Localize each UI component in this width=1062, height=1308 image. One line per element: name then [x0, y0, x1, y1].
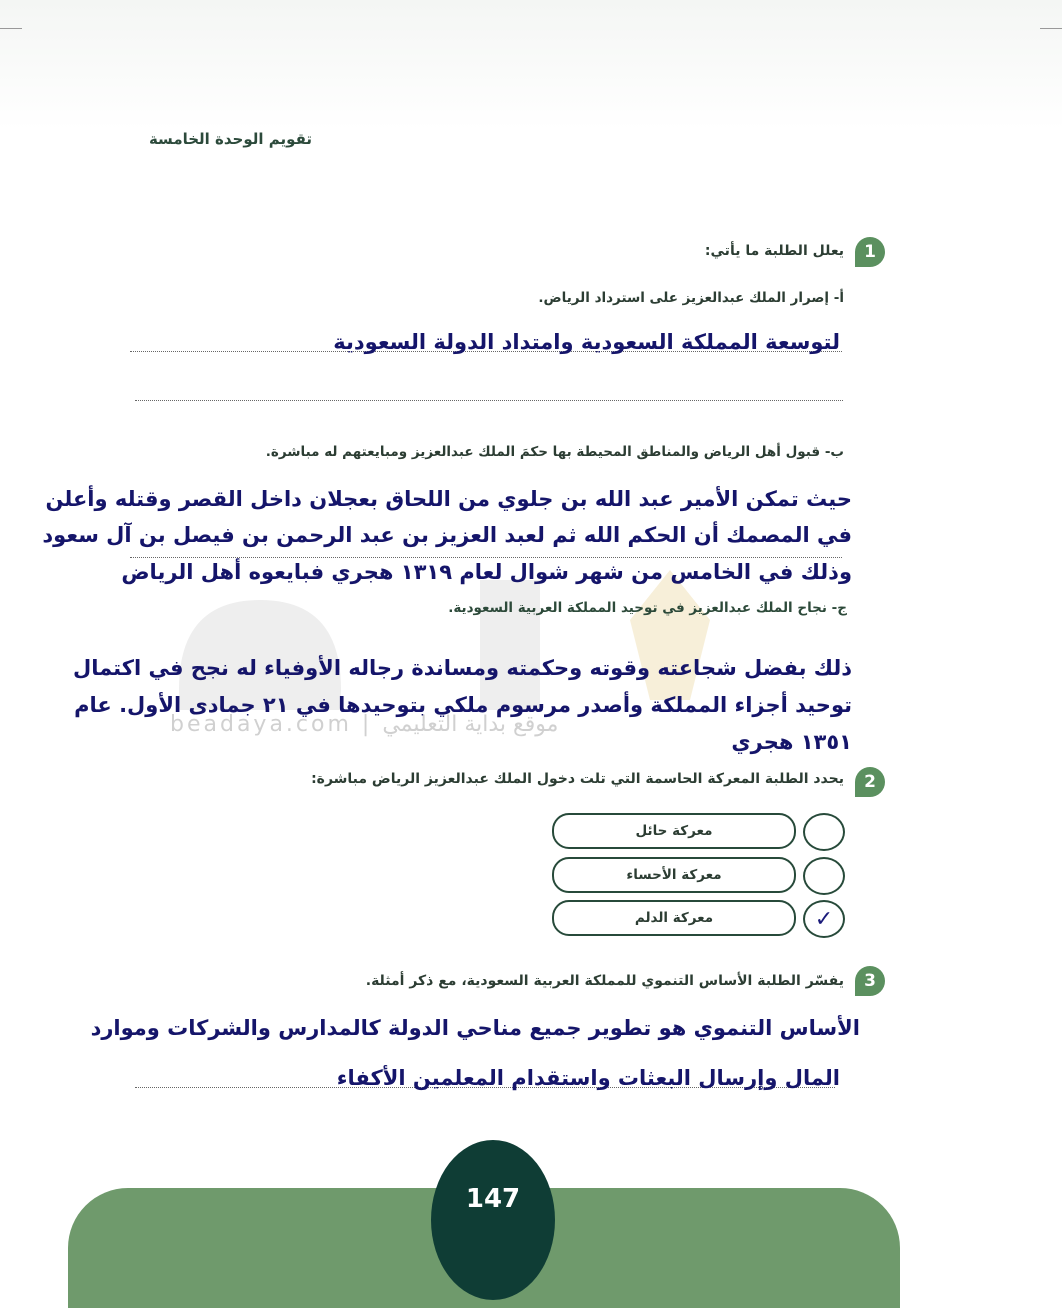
watermark-text: beadaya.com | موقع بداية التعليمي — [170, 712, 559, 737]
answer-line — [130, 557, 842, 558]
question-1b-prompt: ب- قبول أهل الرياض والمناطق المحيطة بها حكمَ الملك عبدالعزيز ومبايعتهم له مباشرة. — [265, 444, 844, 460]
question-1c-answer-line[interactable]: ١٣٥١ هجري — [731, 730, 852, 754]
decorative-header-pattern — [0, 0, 1062, 130]
question-1a-answer[interactable]: لتوسعة المملكة السعودية وامتداد الدولة السعودية — [333, 330, 840, 354]
crop-mark — [1040, 28, 1062, 29]
option-checkbox-checked[interactable] — [803, 900, 845, 938]
page-number: 147 — [465, 1184, 521, 1214]
question-1b-answer-line[interactable]: في المصمك أن الحكم الله ثم لعبد العزيز بن عبد الرحمن بن فيصل بن آل سعود — [42, 523, 852, 547]
crop-mark — [0, 28, 22, 29]
question-number-badge: 1 — [855, 237, 885, 267]
question-3-answer-line[interactable]: الأساس التنموي هو تطوير جميع مناحي الدولة كالمدارس والشركات وموارد — [90, 1016, 860, 1040]
answer-line — [135, 400, 843, 401]
question-1-text: يعلل الطلبة ما يأتي: — [704, 243, 844, 259]
option-checkbox[interactable] — [803, 813, 845, 851]
option-checkbox[interactable] — [803, 857, 845, 895]
question-1b-answer-line[interactable]: حيث تمكن الأمير عبد الله بن جلوي من اللحاق بعجلان داخل القصر وقتله وأعلن — [45, 487, 852, 511]
check-icon: ✓ — [814, 906, 834, 932]
question-3-answer-line[interactable]: المال وإرسال البعثات واستقدام المعلمين الأكفاء — [336, 1066, 840, 1090]
question-2-text: يحدد الطلبة المعركة الحاسمة التي تلت دخول الملك عبدالعزيز الرياض مباشرة: — [311, 771, 844, 787]
question-number-badge: 3 — [855, 966, 885, 996]
question-1c-prompt: ج- نجاح الملك عبدالعزيز في توحيد المملكة العربية السعودية. — [448, 600, 847, 616]
unit-title: تقويم الوحدة الخامسة — [148, 130, 312, 148]
question-1a-prompt: أ- إصرار الملك عبدالعزيز على استرداد الرياض. — [538, 290, 844, 306]
question-3-text: يفسّر الطلبة الأساس التنموي للمملكة العربية السعودية، مع ذكر أمثلة. — [365, 973, 844, 989]
question-number-badge: 2 — [855, 767, 885, 797]
option-ahsa[interactable]: معركة الأحساء — [552, 857, 796, 893]
option-hail[interactable]: معركة حائل — [552, 813, 796, 849]
question-1c-answer-line[interactable]: ذلك بفضل شجاعته وقوته وحكمته ومساندة رجاله الأوفياء له نجح في اكتمال — [73, 656, 852, 680]
option-dilam[interactable]: معركة الدلم — [552, 900, 796, 936]
question-1b-answer-line[interactable]: وذلك في الخامس من شهر شوال لعام ١٣١٩ هجري فبايعوه أهل الرياض — [121, 560, 852, 584]
question-1c-answer-line[interactable]: توحيد أجزاء المملكة وأصدر مرسوم ملكي بتوحيدها في ٢١ جمادى الأول. عام — [74, 693, 852, 717]
page-number-circle — [431, 1140, 555, 1300]
